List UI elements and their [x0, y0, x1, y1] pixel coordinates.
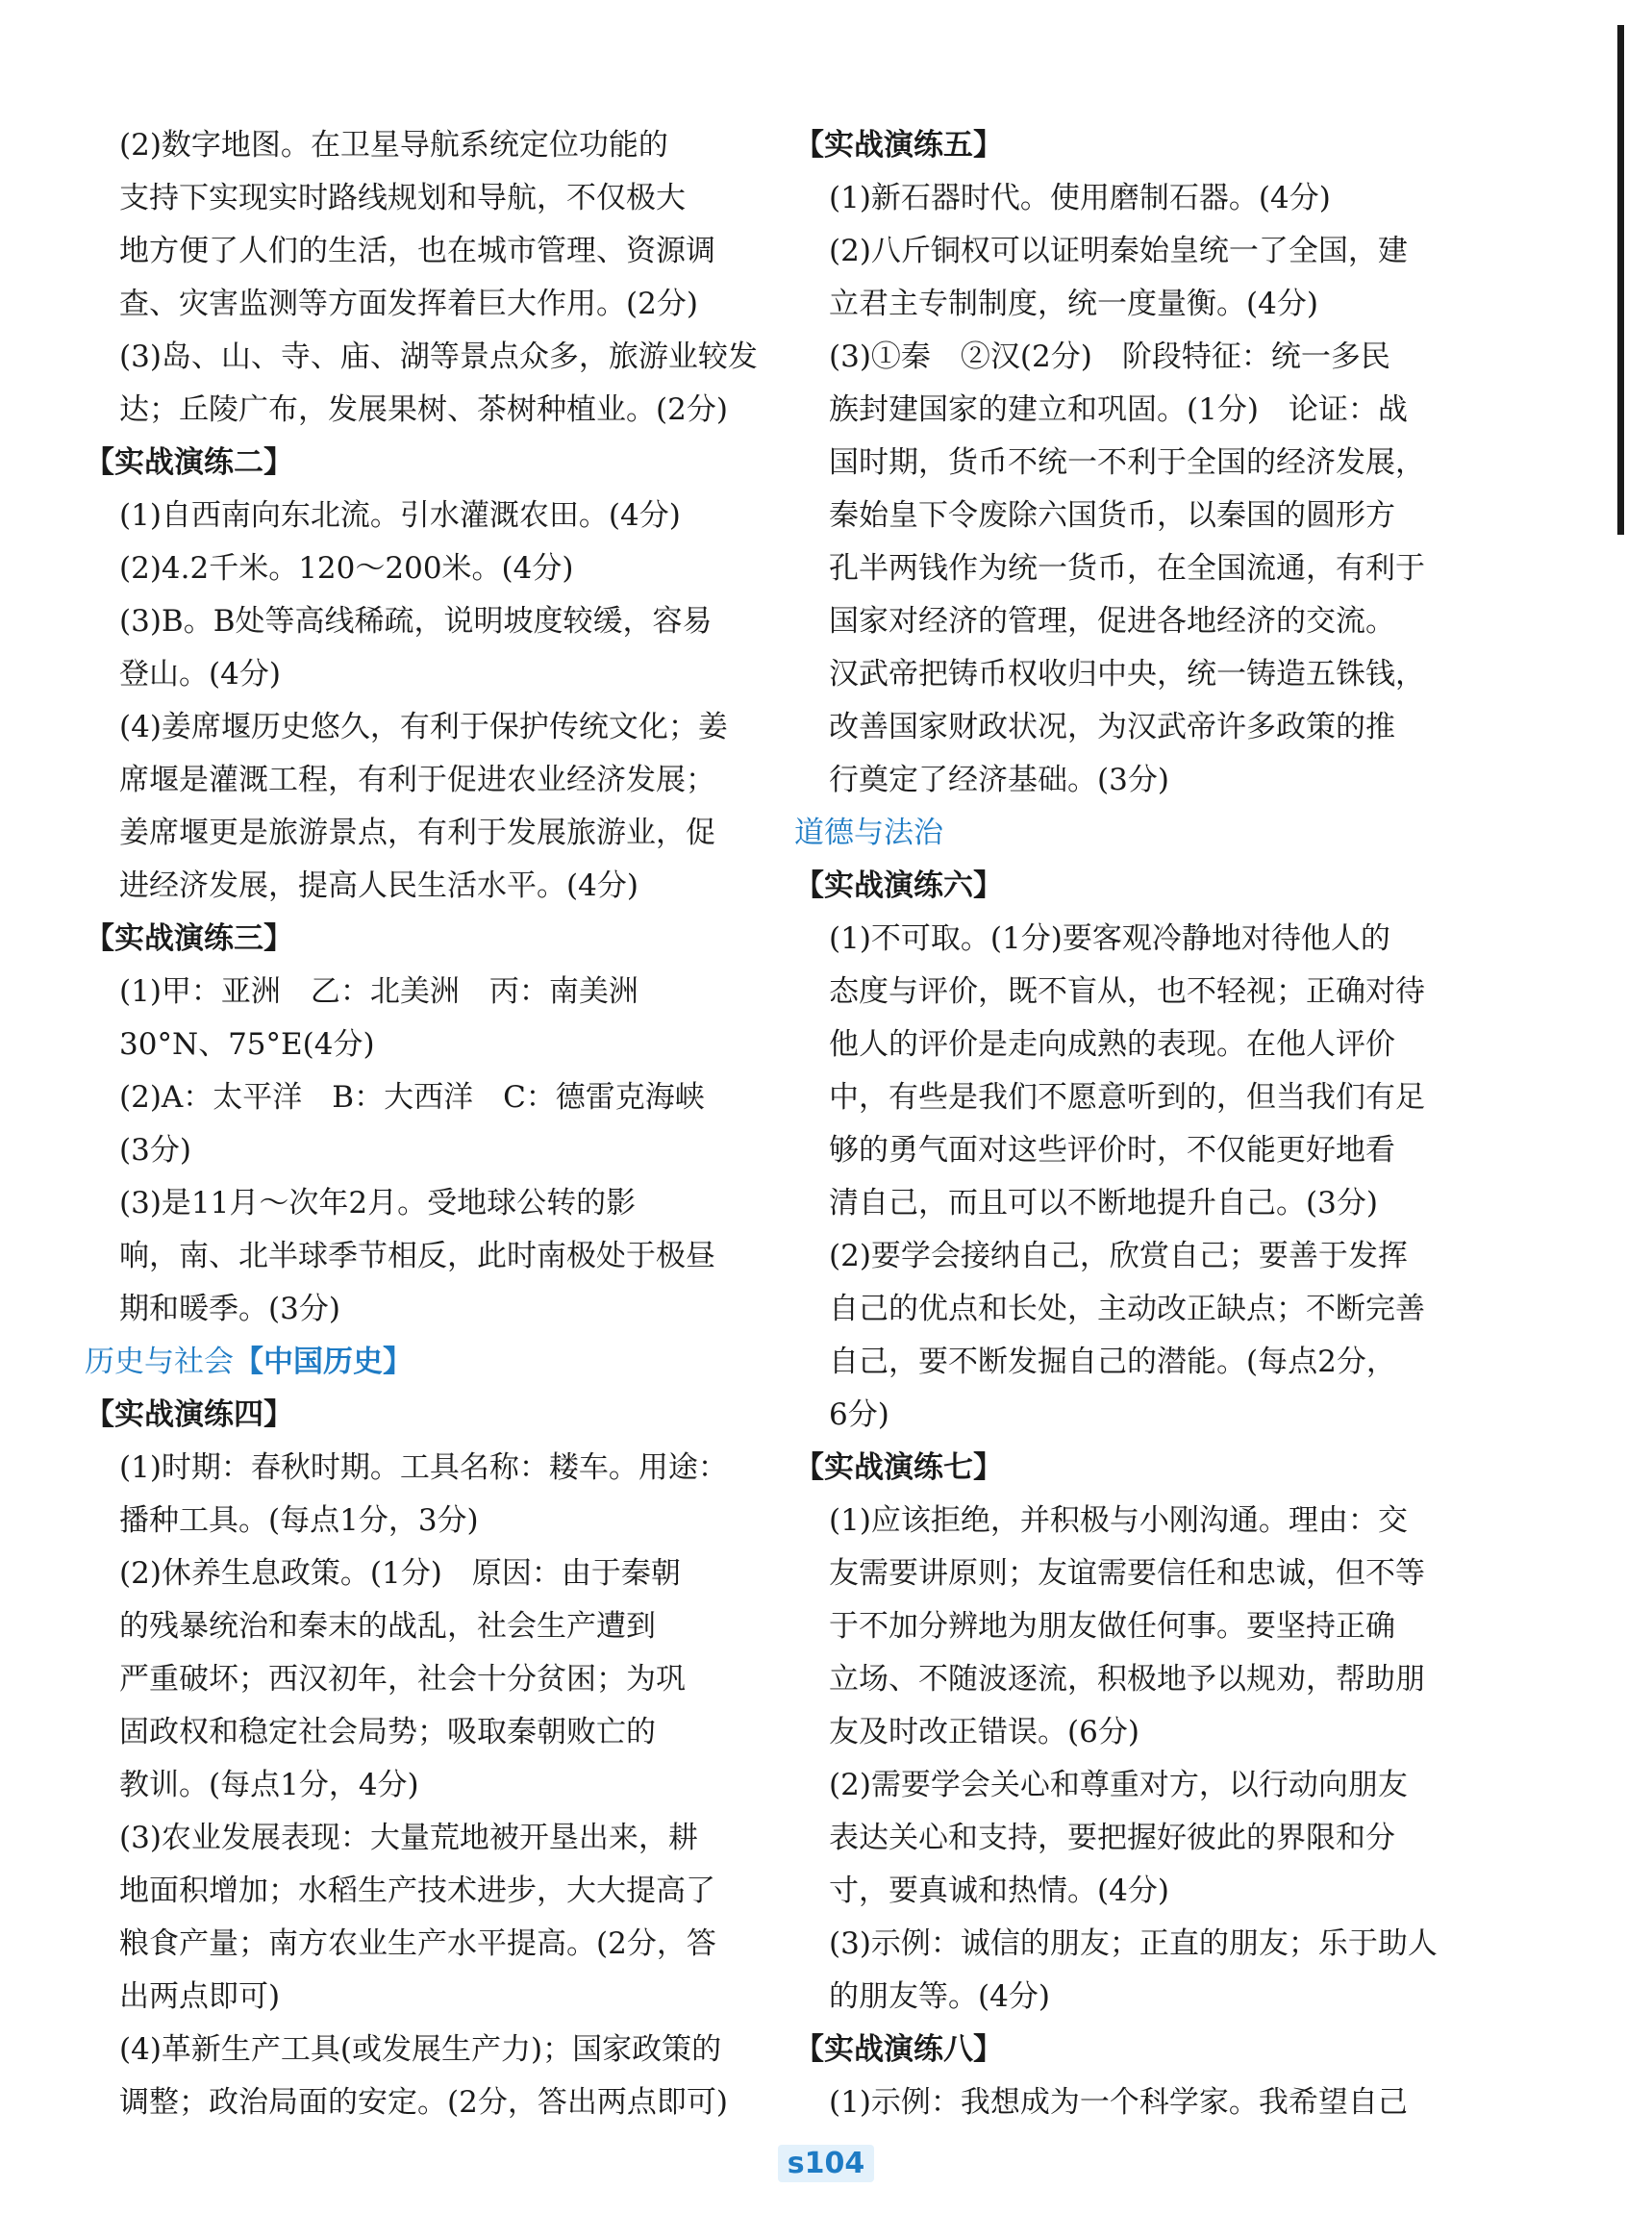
- answer-paragraph: [85, 1071, 758, 1177]
- subject-title: 道德与法治: [794, 816, 943, 850]
- answer-paragraph: [794, 1495, 1467, 1759]
- answer-line: 汉武帝把铸币权收归中央，统一铸造五铢钱，: [829, 657, 1425, 692]
- answer-line: 响，南、北半球季节相反，此时南极处于极昼: [119, 1239, 715, 1273]
- answer-paragraph: [794, 1759, 1467, 1918]
- answer-line: (3)示例：诚信的朋友；正直的朋友；乐于助人: [829, 1926, 1438, 1961]
- answer-paragraph: [85, 966, 758, 1071]
- answer-paragraph: [85, 490, 758, 542]
- subject-heading: [794, 807, 1467, 860]
- answer-line: (1)示例：我想成为一个科学家。我希望自己: [829, 2085, 1408, 2120]
- answer-line: 族封建国家的建立和巩固。(1分) 论证：战: [829, 392, 1408, 427]
- answer-line: (3)是11月～次年2月。受地球公转的影: [119, 1186, 637, 1220]
- answer-line: 立场、不随波逐流，积极地予以规劝，帮助朋: [829, 1662, 1425, 1697]
- answer-line: 教训。(每点1分，4分): [119, 1768, 419, 1802]
- answer-line: 他人的评价是走向成熟的表现。在他人评价: [829, 1027, 1395, 1062]
- answer-paragraph: [794, 2076, 1467, 2129]
- answer-line: (3)岛、山、寺、庙、湖等景点众多，旅游业较发: [119, 340, 758, 374]
- left-column: [85, 119, 758, 2129]
- answer-paragraph: [794, 1230, 1467, 1442]
- exercise-heading: 【实战演练三】: [85, 921, 293, 956]
- answer-line: 严重破坏；西汉初年，社会十分贫困；为巩: [119, 1662, 686, 1697]
- answer-line: 地方便了人们的生活，也在城市管理、资源调: [119, 234, 715, 268]
- answer-paragraph: [794, 331, 1467, 807]
- answer-line: 查、灾害监测等方面发挥着巨大作用。(2分): [119, 287, 698, 321]
- answer-line: (3分): [119, 1133, 191, 1168]
- subject-subtitle: 【中国历史】: [234, 1345, 413, 1379]
- answer-line: 国家对经济的管理，促进各地经济的交流。: [829, 604, 1395, 639]
- exercise-heading: 【实战演练七】: [794, 1450, 1003, 1485]
- answer-line: 姜席堰更是旅游景点，有利于发展旅游业，促: [119, 816, 715, 850]
- answer-line: 改善国家财政状况，为汉武帝许多政策的推: [829, 710, 1395, 744]
- answer-line: 态度与评价，既不盲从，也不轻视；正确对待: [829, 974, 1425, 1009]
- answer-line: 调整；政治局面的安定。(2分，答出两点即可): [119, 2085, 728, 2120]
- answer-line: (2)休养生息政策。(1分) 原因：由于秦朝: [119, 1556, 681, 1591]
- answer-line: 清自己，而且可以不断地提升自己。(3分): [829, 1186, 1378, 1220]
- answer-line: 立君主专制制度，统一度量衡。(4分): [829, 287, 1318, 321]
- answer-line: (2)要学会接纳自己，欣赏自己；要善于发挥: [829, 1239, 1408, 1273]
- answer-line: 秦始皇下令废除六国货币，以秦国的圆形方: [829, 498, 1395, 533]
- answer-line: 于不加分辨地为朋友做任何事。要坚持正确: [829, 1609, 1395, 1644]
- answer-line: (2)八斤铜权可以证明秦始皇统一了全国，建: [829, 234, 1408, 268]
- answer-paragraph: [85, 2024, 758, 2129]
- answer-line: (3)农业发展表现：大量荒地被开垦出来，耕: [119, 1821, 698, 1855]
- answer-line: 表达关心和支持，要把握好彼此的界限和分: [829, 1821, 1395, 1855]
- answer-line: 6分): [829, 1397, 889, 1432]
- page-footer: [0, 2145, 1652, 2182]
- answer-line: 支持下实现实时路线规划和导航，不仅极大: [119, 181, 686, 215]
- answer-paragraph: [85, 595, 758, 701]
- subject-heading: [85, 1336, 758, 1389]
- answer-line: (1)时期：春秋时期。工具名称：耧车。用途：: [119, 1450, 728, 1485]
- answer-paragraph: [85, 1812, 758, 2024]
- answer-paragraph: [794, 913, 1467, 1230]
- answer-line: 登山。(4分): [119, 657, 281, 692]
- answer-line: 寸，要真诚和热情。(4分): [829, 1874, 1169, 1908]
- answer-line: 30°N、75°E(4分): [119, 1027, 375, 1062]
- exercise-heading: 【实战演练四】: [85, 1397, 293, 1432]
- answer-line: 出两点即可): [119, 1979, 281, 2014]
- answer-paragraph: [85, 331, 758, 437]
- answer-line: 友及时改正错误。(6分): [829, 1715, 1139, 1749]
- page-number: s104: [778, 2145, 874, 2182]
- answer-line: (3)①秦 ②汉(2分) 阶段特征：统一多民: [829, 340, 1390, 374]
- answer-line: 粮食产量；南方农业生产水平提高。(2分，答: [119, 1926, 716, 1961]
- answer-line: (2)数字地图。在卫星导航系统定位功能的: [119, 128, 668, 163]
- answer-line: 国时期，货币不统一不利于全国的经济发展，: [829, 445, 1425, 480]
- answer-line: (2)A：太平洋 B：大西洋 C：德雷克海峡: [119, 1080, 705, 1115]
- exercise-heading: 【实战演练二】: [85, 445, 293, 480]
- answer-paragraph: [85, 1442, 758, 1547]
- answer-paragraph: [85, 542, 758, 595]
- answer-paragraph: [794, 225, 1467, 331]
- answer-line: 地面积增加；水稻生产技术进步，大大提高了: [119, 1874, 715, 1908]
- right-column: [794, 119, 1467, 2129]
- answer-line: (1)自西南向东北流。引水灌溉农田。(4分): [119, 498, 681, 533]
- answer-paragraph: [794, 1918, 1467, 2024]
- answer-paragraph: [85, 701, 758, 913]
- answer-line: 自己，要不断发掘自己的潜能。(每点2分，: [829, 1345, 1396, 1379]
- answer-line: (1)应该拒绝，并积极与小刚沟通。理由：交: [829, 1503, 1408, 1538]
- answer-line: 自己的优点和长处，主动改正缺点；不断完善: [829, 1292, 1425, 1326]
- answer-line: (4)革新生产工具(或发展生产力)；国家政策的: [119, 2032, 722, 2067]
- answer-paragraph: [85, 1547, 758, 1812]
- answer-line: 达；丘陵广布，发展果树、茶树种植业。(2分): [119, 392, 728, 427]
- answer-line: (4)姜席堰历史悠久，有利于保护传统文化；姜: [119, 710, 728, 744]
- answer-line: 的朋友等。(4分): [829, 1979, 1050, 2014]
- answer-line: 进经济发展，提高人民生活水平。(4分): [119, 868, 638, 903]
- exercise-heading: 【实战演练八】: [794, 2032, 1003, 2067]
- subject-title: 历史与社会: [85, 1345, 234, 1379]
- answer-paragraph: [85, 119, 758, 331]
- answer-line: 席堰是灌溉工程，有利于促进农业经济发展；: [119, 763, 715, 797]
- answer-line: (3)B。B处等高线稀疏，说明坡度较缓，容易: [119, 604, 713, 639]
- answer-line: 够的勇气面对这些评价时，不仅能更好地看: [829, 1133, 1395, 1168]
- exercise-heading: 【实战演练六】: [794, 868, 1003, 903]
- exercise-heading: 【实战演练五】: [794, 128, 1003, 163]
- answer-line: 孔半两钱作为统一货币，在全国流通，有利于: [829, 551, 1425, 586]
- answer-line: (2)需要学会关心和尊重对方，以行动向朋友: [829, 1768, 1408, 1802]
- answer-line: 固政权和稳定社会局势；吸取秦朝败亡的: [119, 1715, 656, 1749]
- answer-line: 行奠定了经济基础。(3分): [829, 763, 1169, 797]
- answer-line: (2)4.2千米。120～200米。(4分): [119, 551, 574, 586]
- answer-paragraph: [85, 1177, 758, 1336]
- answer-line: 播种工具。(每点1分，3分): [119, 1503, 479, 1538]
- answer-line: (1)甲：亚洲 乙：北美洲 丙：南美洲: [119, 974, 638, 1009]
- answer-line: 期和暖季。(3分): [119, 1292, 340, 1326]
- answer-line: (1)新石器时代。使用磨制石器。(4分): [829, 181, 1331, 215]
- page-edge-bar: [1617, 25, 1624, 535]
- answer-line: 中，有些是我们不愿意听到的，但当我们有足: [829, 1080, 1425, 1115]
- answer-line: 的残暴统治和秦末的战乱，社会生产遭到: [119, 1609, 656, 1644]
- answer-line: (1)不可取。(1分)要客观冷静地对待他人的: [829, 921, 1390, 956]
- answer-line: 友需要讲原则；友谊需要信任和忠诚，但不等: [829, 1556, 1425, 1591]
- answer-paragraph: [794, 172, 1467, 225]
